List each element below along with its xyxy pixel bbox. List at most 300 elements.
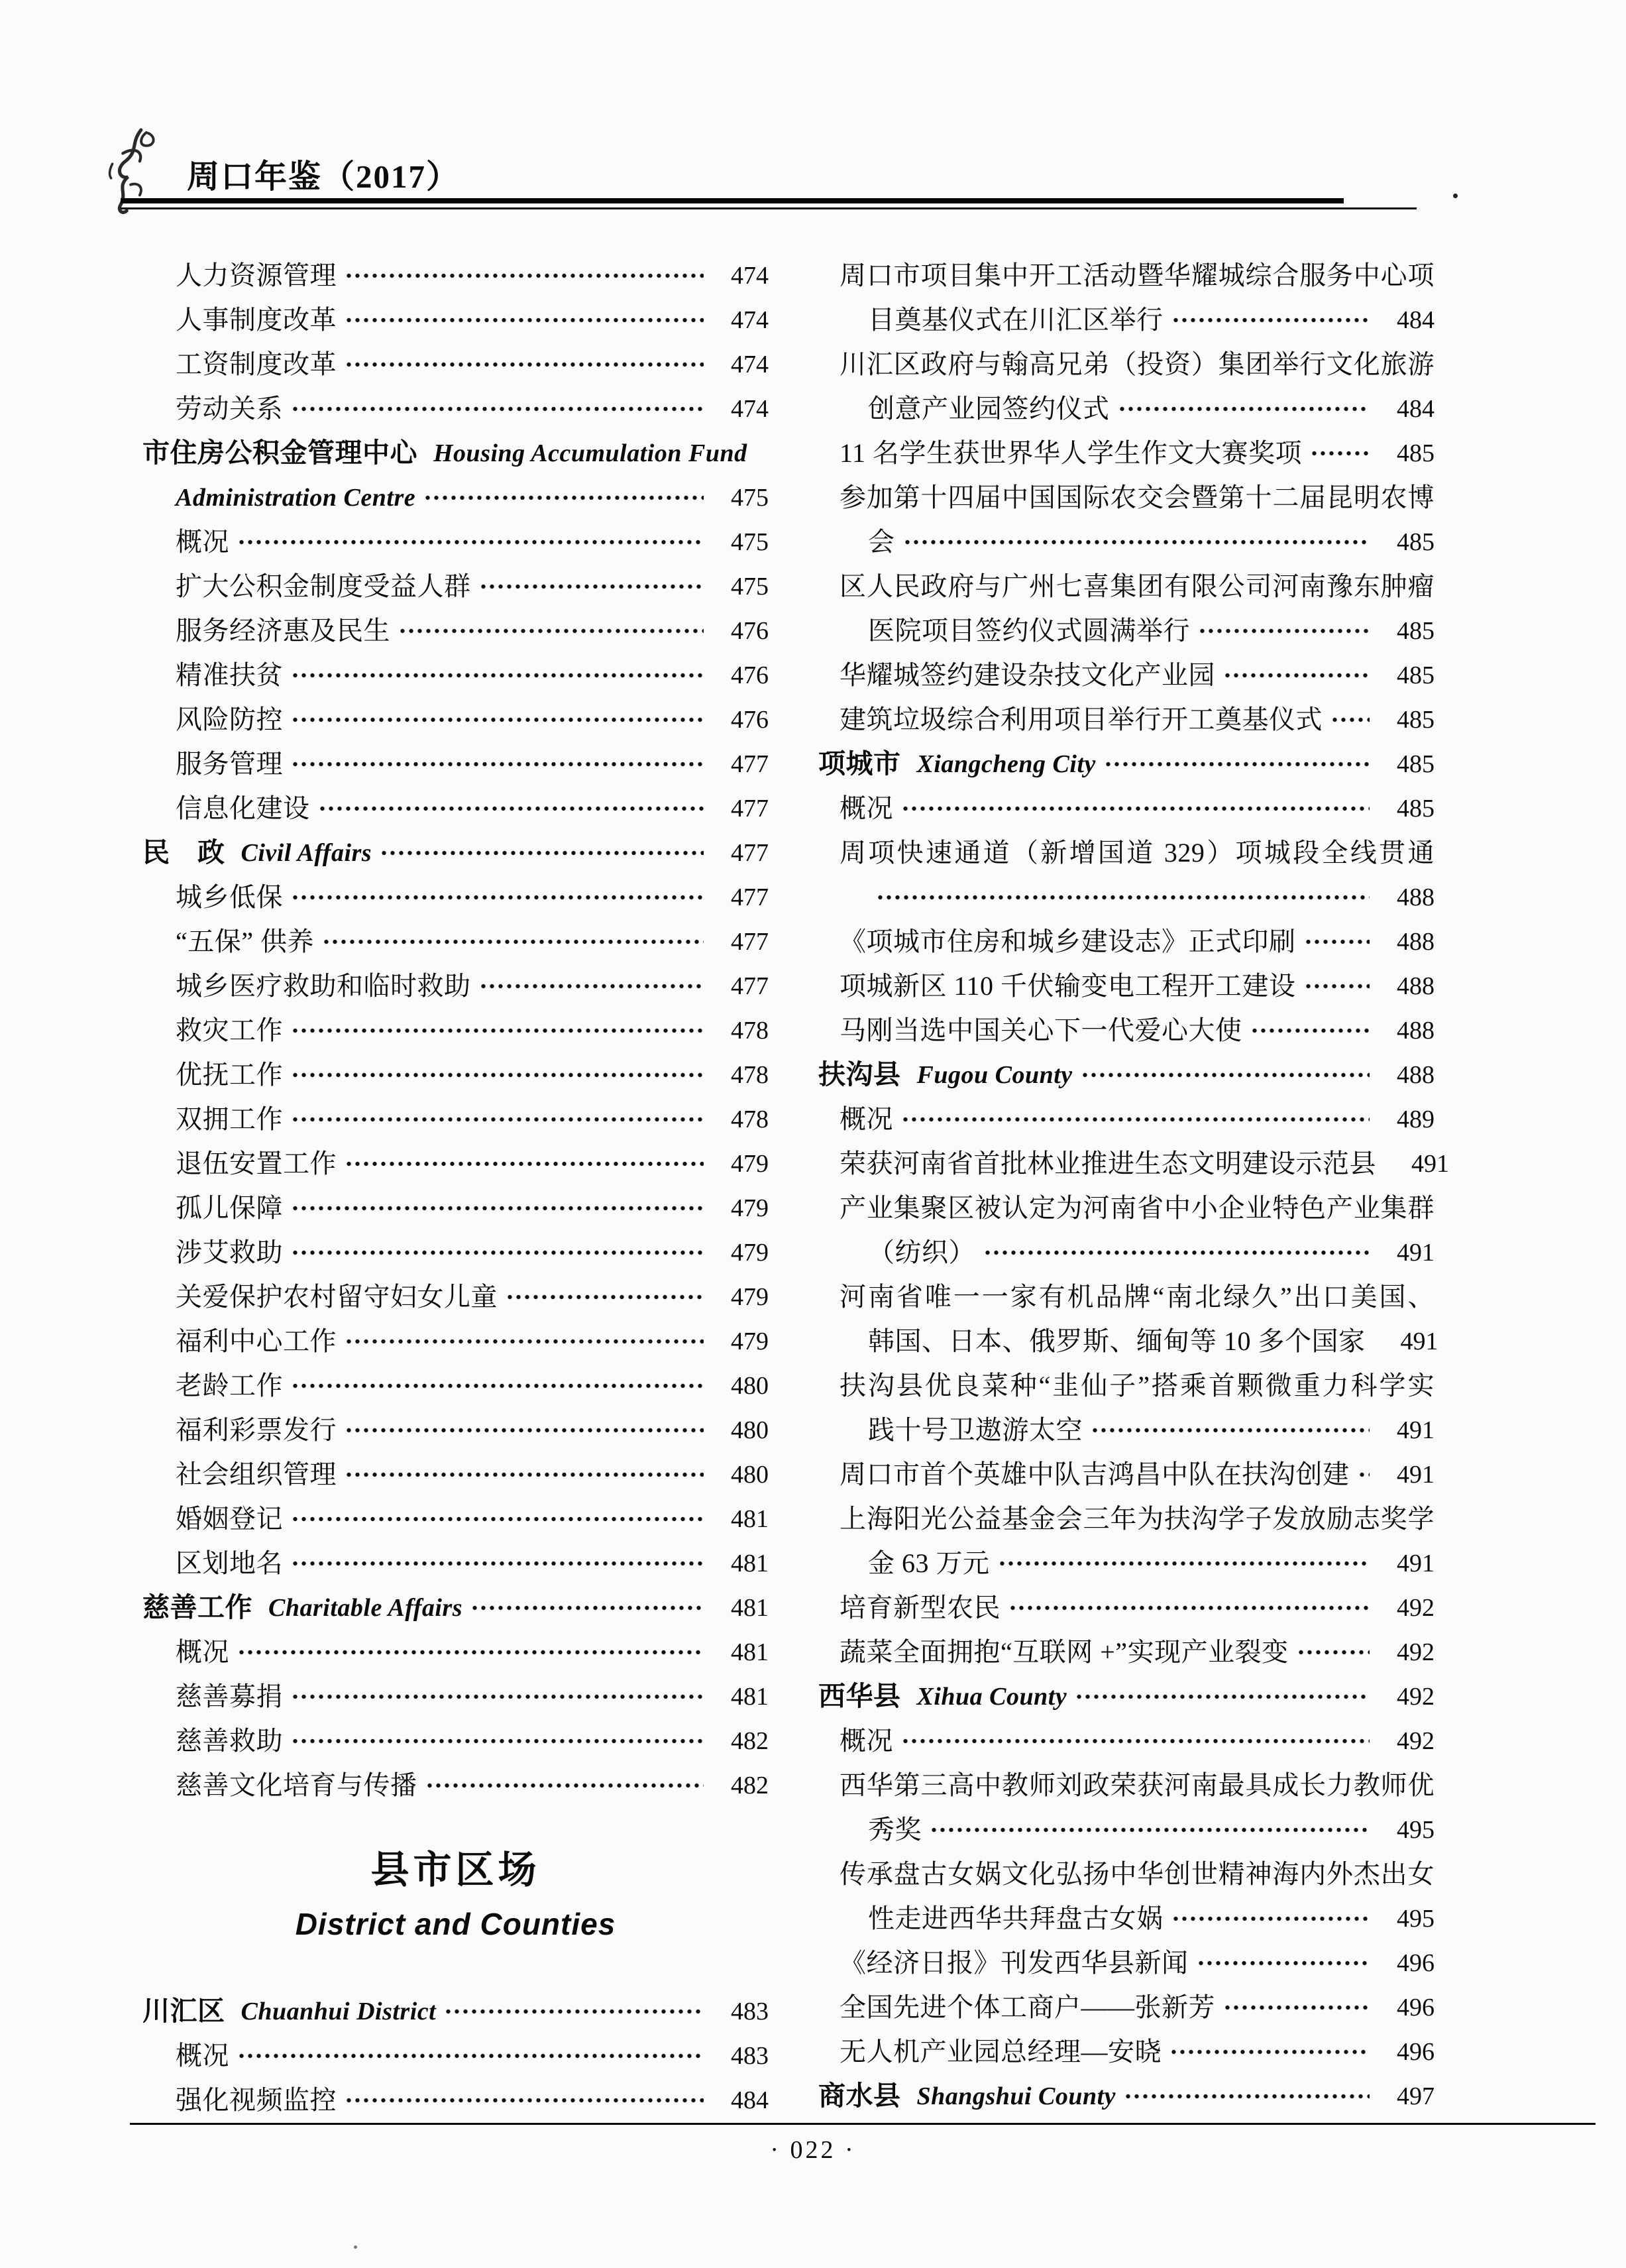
leader-dots [901,804,1370,813]
leader-dots [506,1292,704,1302]
entry-page-number: 481 [731,1549,769,1577]
toc-entry-row [142,1452,769,1497]
entry-title: 践十号卫遨游太空 [868,1414,1083,1445]
entry-title: 信息化建设 [176,793,310,823]
leader-dots [291,715,704,724]
page-title: 周口年鉴（2017） [187,158,461,195]
leader-dots [1091,1426,1370,1435]
section-heading [142,1847,769,1943]
toc-heading-row [818,2074,1435,2118]
leader-dots [291,1736,704,1746]
entry-title: 区划地名 [176,1548,283,1578]
entry-page-number: 484 [731,2086,769,2114]
leader-dots [1223,2003,1370,2012]
entry-title: 慈善募捐 [176,1681,283,1711]
toc-entry-row [818,2029,1435,2074]
entry-title: 慈善文化培育与传播 [176,1770,417,1800]
leader-dots [1081,1070,1370,1080]
entry-page-number: 474 [731,306,769,334]
entry-title: 概况 [176,2040,229,2070]
leader-dots [930,1825,1370,1835]
entry-title: 慈善工作 [142,1592,252,1622]
entry-title: 人力资源管理 [176,260,337,290]
entry-page-number: 492 [1397,1593,1435,1622]
toc-entry-row [818,830,1435,875]
entry-title: 关爱保护农村留守妇女儿童 [176,1281,498,1312]
leader-dots [345,1159,704,1168]
toc-entry-row [142,1719,769,1763]
entry-page-number: 475 [731,483,769,512]
leader-dots [237,2051,704,2061]
entry-page-number: 495 [1397,1815,1435,1844]
entry-title: 西华第三高中教师刘政荣获河南最具成长力教师优 [840,1770,1435,1800]
leader-dots [291,1248,704,1257]
leader-dots [291,671,704,680]
toc-heading-row [142,1989,769,2033]
leader-dots [444,2007,704,2016]
toc-entry-row [142,742,769,786]
entry-title: 会 [868,526,895,557]
entry-title: 华耀城签约建设杂技文化产业园 [840,659,1215,690]
entry-page-number: 483 [731,2041,769,2070]
entry-page-number: 492 [1397,1638,1435,1666]
entry-title-en: Fugou County [916,1060,1073,1089]
entry-title: 商水县 [818,2080,901,2111]
entry-title: 市住房公积金管理中心 [142,437,417,468]
leader-dots [291,1692,704,1701]
toc-entry-row [818,697,1435,742]
leader-dots [1171,315,1370,325]
entry-page-number: 479 [731,1282,769,1311]
toc-entry-row [818,964,1435,1008]
entry-page-number: 481 [731,1682,769,1711]
leader-dots [291,1381,704,1390]
toc-entry-row [142,1008,769,1052]
entry-page-number: 488 [1397,972,1435,1000]
toc-entry-row [818,1186,1435,1230]
toc-entry-row [818,1541,1435,1585]
toc-entry-row [818,919,1435,964]
leader-dots [470,1603,704,1613]
toc-entry-row [142,1674,769,1719]
entry-page-number: 491 [1397,1238,1435,1267]
leader-dots [1124,2092,1370,2101]
toc-entry-row [142,875,769,919]
scan-speck [1453,194,1458,198]
entry-title: 城乡低保 [176,881,283,912]
toc-entry-row [142,298,769,342]
toc-entry-row [818,1408,1435,1452]
entry-title: 概况 [840,1725,893,1756]
toc-entry-row [142,253,769,298]
toc-entry-row [818,608,1435,653]
entry-title-en: Chuanhui District [241,1997,437,2025]
leader-dots [291,404,704,414]
toc-entry-row [818,1807,1435,1852]
toc-right-column [818,253,1449,2118]
leader-dots [479,982,704,991]
toc-heading-row [818,1674,1435,1719]
leader-dots [291,760,704,769]
entry-title: 周口市项目集中开工活动暨华耀城综合服务中心项 [840,260,1435,290]
entry-page-number: 496 [1397,1949,1435,1977]
entry-title: 劳动关系 [176,393,283,424]
entry-page-number: 477 [731,927,769,956]
entry-title: 马刚当选中国关心下一代爱心大使 [840,1015,1242,1045]
toc-entry-row [142,697,769,742]
entry-page-number: 491 [1411,1149,1449,1178]
entry-page-number: 474 [731,261,769,290]
entry-title: 区人民政府与广州七喜集团有限公司河南豫东肿瘤 [840,571,1435,601]
entry-title: 西华县 [818,1681,901,1711]
toc-entry-row [818,1763,1435,1807]
toc-entry-row [142,1630,769,1674]
entry-page-number: 485 [1397,528,1435,556]
leader-dots [1358,1470,1370,1479]
toc-entry-row [818,875,1435,919]
toc-heading-row [142,431,769,475]
entry-title: 《项城市住房和城乡建设志》正式印刷 [840,926,1296,956]
entry-page-number: 488 [1397,1060,1435,1089]
entry-page-number: 485 [1397,439,1435,467]
toc-entry-row [818,1141,1449,1186]
toc-entry-row [142,1230,769,1275]
header-rule-thin [121,207,1417,209]
toc-entry-row [142,2033,769,2078]
leader-dots [1171,1914,1370,1923]
toc-heading-row [818,742,1435,786]
toc-entry-row [142,1186,769,1230]
toc-entry-row [142,964,769,1008]
entry-page-number: 485 [1397,750,1435,778]
leader-dots [1250,1026,1370,1035]
entry-title: 扶沟县优良菜种“韭仙子”搭乘首颗微重力科学实 [840,1370,1435,1400]
leader-dots [398,626,704,636]
entry-title: 项城新区 110 千伏输变电工程开工建设 [840,970,1296,1001]
leader-dots [1223,671,1370,680]
leader-dots [291,1514,704,1524]
entry-title: （纺织） [868,1237,975,1267]
entry-page-number: 497 [1397,2082,1435,2110]
entry-title: 服务管理 [176,748,283,779]
entry-page-number: 484 [1397,394,1435,423]
entry-title: 优抚工作 [176,1059,283,1090]
toc-entry-row [142,1363,769,1408]
toc-entry-row [818,1585,1435,1630]
toc-entry-row [142,653,769,697]
entry-title: 性走进西华共拜盘古女娲 [868,1903,1164,1933]
leader-dots [1297,1648,1370,1657]
toc-entry-row [142,1052,769,1097]
entry-title: 福利中心工作 [176,1326,337,1356]
entry-page-number: 478 [731,1105,769,1133]
toc-entry-row [142,1541,769,1585]
entry-page-number: 474 [731,394,769,423]
entry-title: 慈善救助 [176,1725,283,1756]
entry-title: 风险防控 [176,704,283,734]
entry-page-number: 483 [731,1997,769,2025]
entry-title-en: Charitable Affairs [268,1593,462,1622]
toc-entry-row [142,520,769,564]
entry-page-number: 475 [731,572,769,600]
leader-dots [237,538,704,547]
entry-page-number: 484 [1397,306,1435,334]
toc-entry-row [818,564,1435,608]
leader-dots [479,582,704,591]
entry-page-number: 479 [731,1149,769,1178]
entry-title: 社会组织管理 [176,1459,337,1489]
entry-page-number: 479 [731,1194,769,1222]
leader-dots [983,1248,1370,1257]
leader-dots [291,1559,704,1568]
leader-dots [876,893,1370,902]
leader-dots [1330,715,1370,724]
leader-dots [1169,2047,1370,2057]
leader-dots [345,1426,704,1435]
entry-page-number: 479 [731,1327,769,1355]
leader-dots [318,804,704,813]
toc-entry-row [818,1719,1435,1763]
entry-page-number: 481 [731,1593,769,1622]
entry-title: 建筑垃圾综合利用项目举行开工奠基仪式 [840,704,1323,734]
entry-page-number: 491 [1397,1549,1435,1577]
scan-speck [354,2245,357,2249]
entry-title: 救灾工作 [176,1015,283,1045]
entry-title: 韩国、日本、俄罗斯、缅甸等 10 多个国家 [868,1326,1366,1356]
toc-entry-row [142,1275,769,1319]
entry-page-number: 485 [1397,705,1435,734]
toc-entry-row [818,1008,1435,1052]
entry-page-number: 482 [731,1771,769,1799]
entry-page-number: 485 [1397,794,1435,822]
entry-page-number: 478 [731,1060,769,1089]
leader-dots [345,2096,704,2105]
entry-title: 涉艾救助 [176,1237,283,1267]
toc-entry-row [142,342,769,386]
entry-title: 11 名学生获世界华人学生作文大赛奖项 [840,437,1303,468]
entry-title: 培育新型农民 [840,1592,1001,1622]
entry-title-en: Administration Centre [176,483,416,512]
toc-entry-row [818,298,1435,342]
entry-page-number: 480 [731,1416,769,1444]
leader-dots [291,1026,704,1035]
toc-heading-row [818,1052,1435,1097]
entry-title: 河南省唯一一家有机品牌“南北绿久”出口美国、 [840,1281,1435,1312]
entry-page-number: 476 [731,661,769,689]
leader-dots [291,1115,704,1124]
entry-title: 传承盘古女娲文化弘扬中华创世精神海内外杰出女 [840,1858,1435,1889]
entry-title: 概况 [176,526,229,557]
entry-page-number: 492 [1397,1727,1435,1755]
entry-title: 川汇区政府与翰高兄弟（投资）集团举行文化旅游 [840,349,1435,379]
entry-page-number: 481 [731,1638,769,1666]
entry-title: 创意产业园签约仪式 [868,393,1110,424]
entry-page-number: 488 [1397,927,1435,956]
leader-dots [291,893,704,902]
toc-entry-row [818,1319,1438,1363]
leader-dots [1304,982,1370,991]
yearbook-logo-icon [97,125,175,219]
toc-entry-row [818,786,1435,830]
leader-dots [291,1204,704,1213]
entry-title: 城乡医疗救助和临时救助 [176,970,471,1001]
entry-title: 概况 [840,1104,893,1134]
entry-page-number: 488 [1397,883,1435,911]
section-title-en: District and Counties [295,1907,616,1941]
toc-heading-row [142,1585,769,1630]
entry-page-number: 476 [731,705,769,734]
entry-title-en: Shangshui County [916,2082,1116,2110]
toc-entry-row [142,919,769,964]
leader-dots [425,1781,704,1790]
entry-title: 全国先进个体工商户——张新芳 [840,1992,1215,2022]
entry-page-number: 488 [1397,1016,1435,1045]
toc-entry-row [818,1852,1435,1896]
entry-title: 医院项目签约仪式圆满举行 [868,615,1190,646]
entry-title: 概况 [840,793,893,823]
entry-page-number: 489 [1397,1105,1435,1133]
entry-page-number: 479 [731,1238,769,1267]
toc-entry-row [818,1275,1435,1319]
toc-entry-row [818,253,1435,298]
toc-entry-row [818,653,1435,697]
entry-page-number: 477 [731,838,769,867]
entry-title: 双拥工作 [176,1104,283,1134]
toc-entry-row [818,1497,1435,1541]
entry-page-number: 482 [731,1727,769,1755]
entry-page-number: 495 [1397,1904,1435,1933]
leader-dots [237,1648,704,1657]
entry-title-en: Housing Accumulation Fund [433,439,747,467]
entry-page-number: 491 [1397,1416,1435,1444]
leader-dots [901,1115,1370,1124]
entry-page-number: 477 [731,972,769,1000]
toc-entry-row [818,520,1435,564]
toc-entry-row [818,1452,1435,1497]
entry-title: 无人机产业园总经理—安晓 [840,2036,1162,2067]
toc-entry-row [818,1230,1435,1275]
entry-title: 强化视频监控 [176,2084,337,2115]
leader-dots [1075,1692,1370,1701]
entry-title-en: Civil Affairs [241,838,372,867]
entry-page-number: 496 [1397,2037,1435,2066]
entry-title: 人事制度改革 [176,304,337,335]
entry-title: 退伍安置工作 [176,1148,337,1178]
entry-title: 工资制度改革 [176,349,337,379]
toc-heading-row [142,830,769,875]
leader-dots [1304,937,1370,946]
entry-title-en: Xihua County [916,1682,1067,1711]
entry-page-number: 477 [731,883,769,911]
entry-page-number: 477 [731,794,769,822]
leader-dots [345,1470,704,1479]
entry-page-number: 496 [1397,1993,1435,2021]
toc-entry-row [818,475,1435,520]
entry-page-number: 491 [1397,1460,1435,1489]
entry-title: 周口市首个英雄中队吉鸿昌中队在扶沟创建 [840,1459,1350,1489]
leader-dots [1118,404,1370,414]
leader-dots [1310,449,1370,458]
entry-title: 目奠基仪式在川汇区举行 [868,304,1164,335]
toc-entry-row [142,786,769,830]
toc-entry-row [818,386,1435,431]
entry-title: 福利彩票发行 [176,1414,337,1445]
entry-page-number: 491 [1400,1327,1438,1355]
toc-entry-row [142,1141,769,1186]
entry-title: 精准扶贫 [176,659,283,690]
toc-entry-row [142,1408,769,1452]
toc-entry-row [142,386,769,431]
entry-page-number: 485 [1397,616,1435,645]
entry-title: 服务经济惠及民生 [176,615,390,646]
entry-page-number: 492 [1397,1682,1435,1711]
entry-title: 概况 [176,1636,229,1667]
footer-page-number: · 022 · [770,2136,856,2164]
entry-page-number: 485 [1397,661,1435,689]
entry-title: 川汇区 [142,1996,225,2026]
toc-left-column [142,253,769,2122]
entry-title: 扶沟县 [818,1059,901,1090]
entry-page-number: 480 [731,1460,769,1489]
entry-title: 孤儿保障 [176,1192,283,1223]
toc-entry-row [818,431,1435,475]
leader-dots [998,1559,1370,1568]
toc-entry-row [818,1630,1435,1674]
leader-dots [1198,626,1370,636]
leader-dots [345,315,704,325]
toc-entry-row [818,1097,1435,1141]
leader-dots [291,1070,704,1080]
entry-page-number: 476 [731,616,769,645]
leader-dots [345,271,704,280]
toc-entry-row [818,1985,1435,2029]
toc-entry-row [142,608,769,653]
entry-title: 参加第十四届中国国际农交会暨第十二届昆明农博 [840,482,1435,512]
entry-page-number: 477 [731,750,769,778]
toc-entry-row [142,1319,769,1363]
entry-page-number: 478 [731,1016,769,1045]
toc-entry-row [142,564,769,608]
entry-title: 老龄工作 [176,1370,283,1400]
leader-dots [423,493,704,502]
entry-title: 扩大公积金制度受益人群 [176,571,471,601]
toc-heading-row [142,475,769,520]
footer-rule [130,2123,1596,2125]
entry-title: 荣获河南省首批林业推进生态文明建设示范县 [840,1148,1376,1178]
entry-title: 上海阳光公益基金会三年为扶沟学子发放励志奖学 [840,1503,1435,1534]
entry-title: 产业集聚区被认定为河南省中小企业特色产业集群 [840,1192,1435,1223]
toc-entry-row [142,1097,769,1141]
toc-entry-row [818,342,1435,386]
leader-dots [345,360,704,369]
entry-page-number: 480 [731,1371,769,1400]
leader-dots [345,1337,704,1346]
toc-entry-row [142,1497,769,1541]
entry-title: 金 63 万元 [868,1548,990,1578]
entry-title: 婚姻登记 [176,1503,283,1534]
entry-page-number: 475 [731,528,769,556]
leader-dots [1197,1958,1370,1968]
leader-dots [322,937,704,946]
entry-title: “五保” 供养 [176,926,315,956]
leader-dots [901,1736,1370,1746]
leader-dots [380,848,704,858]
leader-dots [1104,760,1370,769]
toc-entry-row [818,1363,1435,1408]
toc-entry-row [142,2078,769,2122]
entry-title-en: Xiangcheng City [916,750,1096,778]
entry-page-number: 474 [731,350,769,378]
